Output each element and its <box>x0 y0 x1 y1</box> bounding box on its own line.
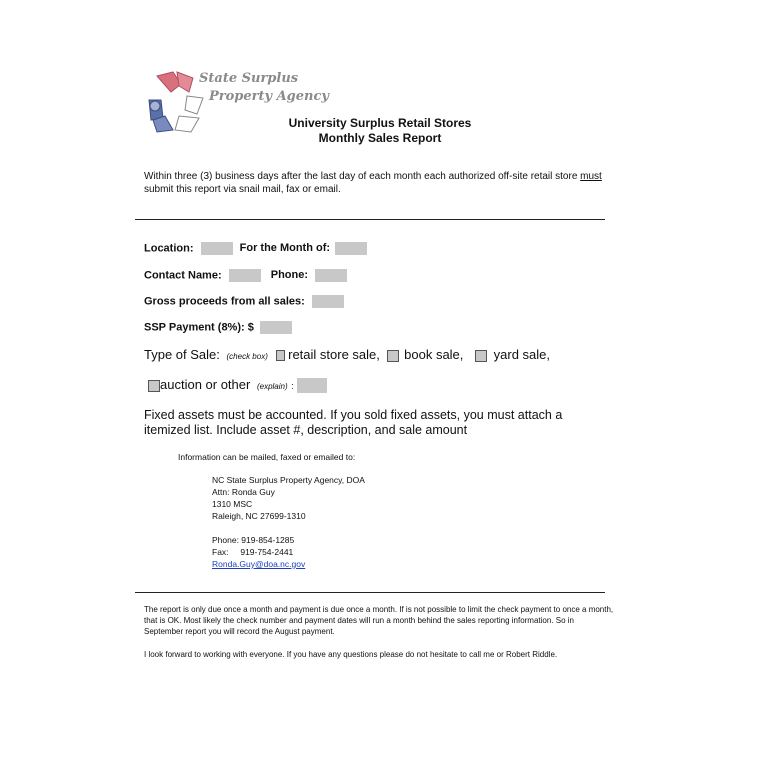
info-org: NC State Surplus Property Agency, DOA <box>212 475 365 485</box>
explain-colon: : <box>291 381 294 391</box>
mailing-address <box>212 474 365 522</box>
report-title <box>250 116 510 146</box>
location-field[interactable] <box>201 242 233 255</box>
location-label: Location: <box>144 242 194 255</box>
intro-text-2: submit this report via snail mail, fax or email. <box>144 184 341 195</box>
info-msc: 1310 MSC <box>212 499 253 509</box>
info-phone: Phone: 919-854-1285 <box>212 535 295 545</box>
ssp-field[interactable] <box>260 321 292 334</box>
book-option-label: book sale, <box>404 347 464 362</box>
explain-hint: (explain) <box>256 382 288 391</box>
info-city: Raleigh, NC 27699-1310 <box>212 511 306 521</box>
gross-field[interactable] <box>312 295 344 308</box>
auction-checkbox[interactable] <box>148 380 160 392</box>
phone-label: Phone: <box>270 269 309 282</box>
contact-info <box>212 534 305 570</box>
gross-label: Gross proceeds from all sales: <box>144 295 305 308</box>
intro-text-1: Within three (3) business days after the last day of each month each authorized off-site retail store <box>144 171 581 182</box>
book-checkbox[interactable] <box>387 350 399 362</box>
gross-row <box>144 295 344 308</box>
check-box-hint: (check box) <box>226 352 268 361</box>
yard-option-label: yard sale, <box>493 347 551 362</box>
retail-checkbox[interactable] <box>276 350 285 361</box>
month-field[interactable] <box>335 242 367 255</box>
info-fax: Fax: 919-754-2441 <box>212 547 294 557</box>
intro-must: must <box>580 171 602 182</box>
ssp-label: SSP Payment (8%): $ <box>144 321 254 334</box>
top-divider <box>135 219 605 220</box>
month-label: For the Month of: <box>239 242 331 255</box>
ssp-row <box>144 321 292 334</box>
contact-row <box>144 269 347 282</box>
yard-checkbox[interactable] <box>475 350 487 362</box>
logo-line-2: Property Agency <box>209 89 329 104</box>
info-heading: Information can be mailed, faxed or emailed to: <box>178 452 356 462</box>
info-attn: Attn: Ronda Guy <box>212 487 275 497</box>
logo-line-1: State Surplus <box>199 71 299 86</box>
auction-row <box>148 377 327 393</box>
contact-label: Contact Name: <box>144 269 222 282</box>
auction-option-label: auction or other <box>160 377 251 392</box>
sale-type-label: Type of Sale: <box>144 347 220 362</box>
sale-type-row <box>144 347 550 362</box>
footer-note-2: I look forward to working with everyone. If you have any questions please do not hesitate to call me or Robert Riddle. <box>144 650 558 659</box>
fixed-assets-note: Fixed assets must be accounted. If you sold fixed assets, you must attach a itemized list. Include asset #, description, and sale amount <box>144 408 563 437</box>
retail-option-label: retail store sale, <box>288 347 380 362</box>
location-row <box>144 242 367 255</box>
explain-field[interactable] <box>297 378 327 393</box>
intro-paragraph <box>144 170 614 196</box>
footer-note-1: The report is only due once a month and payment is due once a month. If is not possible to limit the check payment to once a month, that is OK. Most likely the check number and payment dates will run a month behind the sales reporting information. So in September report you will record the August payment. <box>144 605 614 636</box>
title-line-1: University Surplus Retail Stores <box>288 116 472 130</box>
title-line-2: Monthly Sales Report <box>318 131 442 145</box>
contact-field[interactable] <box>229 269 261 282</box>
email-link[interactable]: Ronda.Guy@doa.nc.gov <box>212 559 306 569</box>
phone-field[interactable] <box>315 269 347 282</box>
bottom-divider <box>135 592 605 593</box>
